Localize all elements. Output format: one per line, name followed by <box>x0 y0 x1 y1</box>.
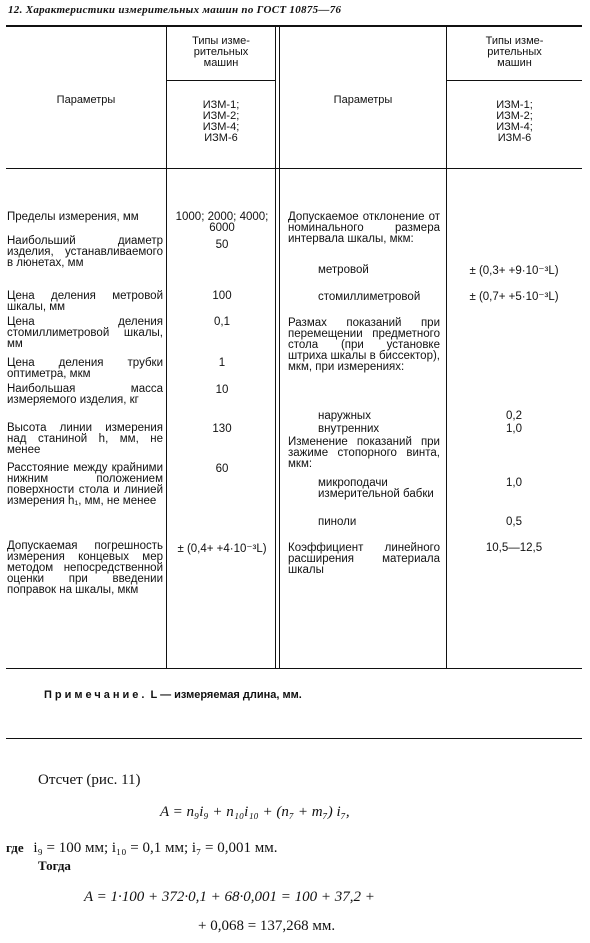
value-measure-range: 1000; 2000; 4000; 6000 <box>175 211 269 234</box>
value-table-distance: 60 <box>215 463 229 475</box>
sub-external: наружных <box>318 410 371 422</box>
header-types-list-right <box>447 100 582 144</box>
note-text: L — измеряемая длина, мм. <box>150 689 302 701</box>
types-model-3: ИЗМ-4; <box>202 121 240 133</box>
value-external-spread: 0,2 <box>506 410 522 422</box>
param-permissible-error: Допускаемая погрешность измерения концевых мер методом непосредственной оценки при введении поправок на шкалы, мкм <box>7 540 163 596</box>
param-optimeter-division: Цена деления трубки оптиметра, мкм <box>7 357 163 380</box>
then-label: Тогда <box>38 858 71 873</box>
table-top-rule <box>6 25 582 27</box>
value-meter-scale-division: 100 <box>212 290 232 302</box>
value-max-mass: 10 <box>215 384 229 396</box>
header-types-right <box>447 36 582 69</box>
section-divider <box>6 738 582 739</box>
types-label-3: машин <box>497 57 532 69</box>
header-parameters-left: Параметры <box>56 94 116 106</box>
table-bottom-rule <box>6 668 582 669</box>
param-expansion-coefficient: Коэффициент линейного расширения материала шкалы <box>288 542 440 576</box>
header-parameters-right: Параметры <box>333 94 393 106</box>
types-model-4: ИЗМ-6 <box>497 132 532 144</box>
formula-reading: A = n₉i₉ + n₁₀i₁₀ + (n₇ + m₇) i₇, <box>160 804 350 820</box>
value-max-diameter: 50 <box>215 239 229 251</box>
param-table-distance: Расстояние между крайними нижним положением поверхности стола и линией измерения h₁, мм, не менее <box>7 462 163 507</box>
param-measure-range: Пределы измерения, мм <box>7 211 139 223</box>
value-100mm-scale-deviation: ± (0,7+ +5·10⁻³L) <box>469 291 559 303</box>
sub-meter-scale: метровой <box>318 264 369 276</box>
header-bottom-rule <box>6 168 582 169</box>
param-max-diameter: Наибольший диаметр изделия, устанавливаемого в люнетах, мм <box>7 235 163 269</box>
where-label: где <box>6 840 24 855</box>
where-line <box>6 840 277 857</box>
note-label: Примечание. <box>44 689 148 701</box>
types-model-1: ИЗМ-1; <box>496 99 533 111</box>
param-100mm-scale-division: Цена деления стомиллиметровой шкалы, мм <box>7 316 163 350</box>
param-reading-spread: Размах показаний при перемещении предметного стола (при установке штриха шкалы в биссектор), мкм, при измерениях: <box>288 317 440 373</box>
formula-calc-line2: + 0,068 = 137,268 мм. <box>198 918 336 934</box>
types-label-1: Типы изме- <box>192 35 250 47</box>
types-model-3: ИЗМ-4; <box>496 121 533 133</box>
types-label-3: машин <box>203 57 239 69</box>
value-micro-feed: 1,0 <box>506 477 522 489</box>
param-interval-deviation: Допускаемое отклонение от номинального размера интервала шкалы, мкм: <box>288 211 440 245</box>
value-quill: 0,5 <box>506 516 522 528</box>
value-expansion-coefficient: 10,5—12,5 <box>485 542 543 554</box>
types-label-2: рительных <box>193 46 249 58</box>
value-meter-scale-deviation: ± (0,3+ +9·10⁻³L) <box>469 265 559 277</box>
table-note <box>44 689 302 701</box>
header-types-rule-left <box>167 80 275 81</box>
param-line-height: Высота линии измерения над станиной h, мм, не менее <box>7 422 163 456</box>
sub-100mm-scale: стомиллиметровой <box>318 291 421 303</box>
reading-intro: Отсчет (рис. 11) <box>38 772 141 788</box>
column-divider-center <box>275 26 280 668</box>
header-types-rule-right <box>447 80 582 81</box>
value-internal-spread: 1,0 <box>506 423 522 435</box>
types-model-2: ИЗМ-2; <box>202 110 240 122</box>
value-line-height: 130 <box>212 423 232 435</box>
param-max-mass: Наибольшая масса измеряемого изделия, кг <box>7 383 163 406</box>
table-caption: 12. Характеристики измерительных машин по ГОСТ 10875—76 <box>8 4 342 16</box>
value-optimeter-division: 1 <box>218 357 226 369</box>
param-clamp-change: Изменение показаний при зажиме стопорного винта, мкм: <box>288 436 440 470</box>
types-model-4: ИЗМ-6 <box>204 132 238 144</box>
sub-micro-feed: микроподачи измерительной бабки <box>318 477 434 500</box>
types-label-1: Типы изме- <box>485 35 544 47</box>
types-label-2: рительных <box>487 46 542 58</box>
param-meter-scale-division: Цена деления метровой шкалы, мм <box>7 290 163 313</box>
header-types-left <box>167 36 275 69</box>
where-text: i₉ = 100 мм; i₁₀ = 0,1 мм; i₇ = 0,001 мм. <box>33 840 278 856</box>
value-permissible-error: ± (0,4+ +4·10⁻³L) <box>177 543 267 555</box>
formula-calc-line1: A = 1·100 + 372·0,1 + 68·0,001 = 100 + 37,2 + <box>84 889 375 905</box>
types-model-2: ИЗМ-2; <box>496 110 533 122</box>
sub-internal: внутренних <box>318 423 380 435</box>
types-model-1: ИЗМ-1; <box>202 99 240 111</box>
header-types-list-left <box>167 100 275 144</box>
sub-quill: пиноли <box>318 516 357 528</box>
value-100mm-scale-division: 0,1 <box>214 316 230 328</box>
